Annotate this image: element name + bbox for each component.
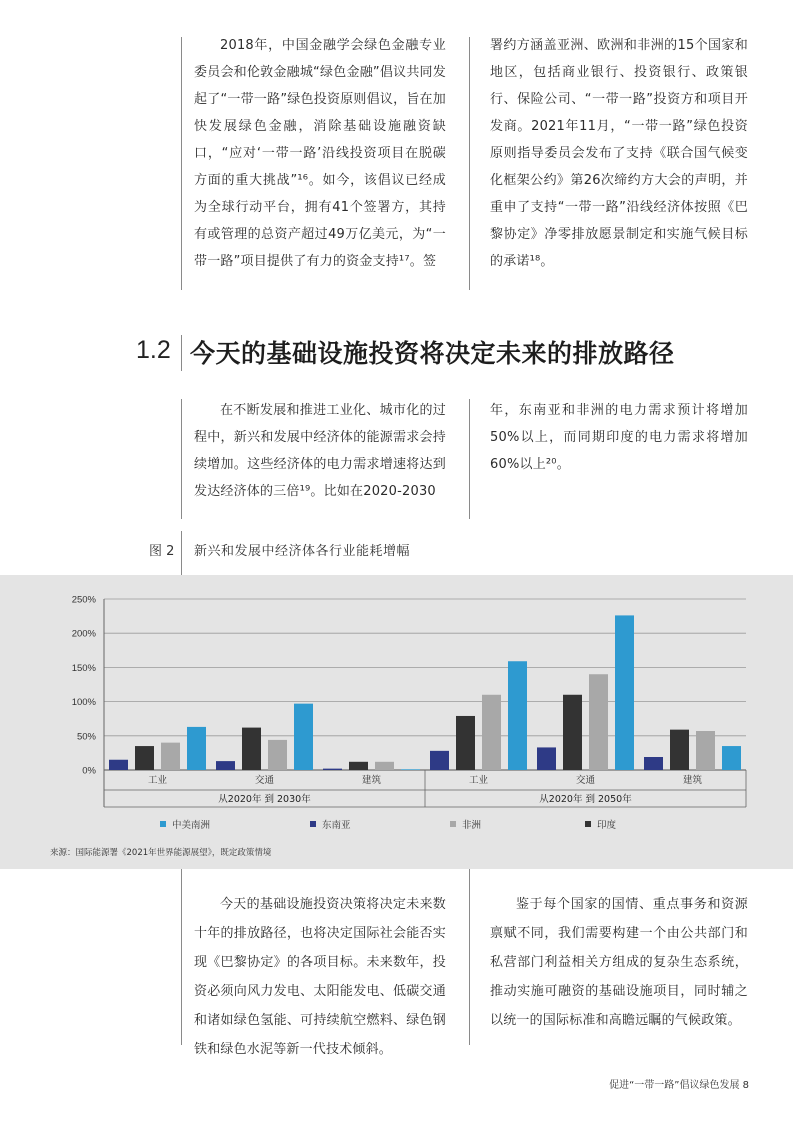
bottom-right-column (490, 890, 748, 1035)
section-column-rule-left (181, 399, 182, 519)
bar-非洲 (589, 674, 608, 770)
bar-中美南洲 (401, 769, 420, 770)
bar-非洲 (482, 695, 501, 770)
bar-东南亚 (644, 757, 663, 770)
bar-中美南洲 (187, 727, 206, 770)
figure-number: 图 2 (149, 544, 175, 559)
bar-非洲 (696, 731, 715, 770)
figure-chart (0, 575, 793, 869)
bottom-left-column (194, 890, 446, 1064)
top-right-paragraph: 署约方涵盖亚洲、欧洲和非洲的15个国家和地区，包括商业银行、投资银行、政策银行、保险公司、“一带一路”投资方和项目开发商。2021年11月，“一带一路”绿色投资原则指导委员会发布了支持《联合国气候变化框架公约》第26次缔约方大会的声明，并重申了支持“一带一路”沿线经济体按照《巴黎协定》净零排放愿景制定和实施气候目标的承诺¹⁸。 (490, 38, 748, 269)
bar-东南亚 (323, 769, 342, 770)
x-tick-label: 建筑 (361, 775, 382, 786)
section-right-paragraph: 年，东南亚和非洲的电力需求预计将增加50%以上，而同期印度的电力需求将增加60%以上²⁰。 (490, 403, 748, 472)
x-tick-label: 交通 (254, 775, 275, 786)
column-rule-middle (469, 37, 470, 290)
bar-中美南洲 (294, 704, 313, 770)
y-tick-label: 150% (71, 662, 96, 674)
bar-东南亚 (430, 751, 449, 770)
legend-label: 非洲 (462, 820, 482, 831)
y-tick-label: 200% (71, 628, 96, 640)
bar-东南亚 (216, 761, 235, 770)
legend-label: 东南亚 (322, 820, 351, 831)
bar-中美南洲 (508, 661, 527, 770)
legend-swatch-印度 (585, 821, 591, 827)
section-right-column (490, 397, 748, 478)
figure-caption-rule (181, 531, 182, 575)
bar-东南亚 (537, 747, 556, 770)
legend-label: 印度 (597, 820, 617, 831)
group-label: 从2020年 到 2050年 (539, 794, 632, 805)
bar-印度 (456, 716, 475, 770)
bar-印度 (670, 730, 689, 770)
section-number: 1.2 (136, 336, 171, 364)
bottom-right-paragraph: 鉴于每个国家的国情、重点事务和资源禀赋不同，我们需要构建一个由公共部门和私营部门利益相关方组成的复杂生态系统，推动实施可融资的基础设施项目，同时辅之以统一的国际标准和高瞻远瞩的气候政策。 (490, 897, 748, 1028)
legend-label: 中美南洲 (172, 820, 211, 831)
bar-印度 (242, 728, 261, 770)
figure-title: 新兴和发展中经济体各行业能耗增幅 (194, 544, 411, 559)
section-column-rule-middle (469, 399, 470, 519)
bar-印度 (563, 695, 582, 770)
x-tick-label: 交通 (575, 775, 596, 786)
bar-印度 (349, 762, 368, 770)
section-left-paragraph: 在不断发展和推进工业化、城市化的过程中，新兴和发展中经济体的能源需求会持续增加。这些经济体的电力需求增速将达到发达经济体的三倍¹⁹。比如在2020-2030 (194, 403, 446, 499)
bottom-column-rule-left (181, 869, 182, 1045)
section-heading-rule (181, 335, 182, 371)
section-left-column (194, 397, 446, 505)
bar-chart (0, 575, 793, 869)
bar-中美南洲 (615, 615, 634, 770)
x-tick-label: 建筑 (682, 775, 703, 786)
y-tick-label: 100% (71, 697, 96, 709)
x-tick-label: 工业 (468, 775, 489, 786)
section-title: 今天的基础设施投资将决定未来的排放路径 (190, 339, 675, 368)
bar-非洲 (161, 743, 180, 770)
bar-非洲 (268, 740, 287, 770)
bottom-column-rule-middle (469, 869, 470, 1045)
top-right-column (490, 32, 748, 275)
bar-中美南洲 (722, 746, 741, 770)
bar-非洲 (375, 762, 394, 770)
y-tick-label: 0% (82, 765, 96, 777)
figure-source: 来源：国际能源署《2021年世界能源展望》，既定政策情境 (50, 848, 272, 858)
bar-东南亚 (109, 760, 128, 770)
top-left-paragraph: 2018年，中国金融学会绿色金融专业委员会和伦敦金融城“绿色金融”倡议共同发起了“一带一路”绿色投资原则倡议，旨在加快发展绿色金融，消除基础设施融资缺口，“应对‘一带一路’沿线投资项目在脱碳方面的重大挑战”¹⁶。如今，该倡议已经成为全球行动平台，拥有41个签署方，其持有或管理的总资产超过49万亿美元，为“一带一路”项目提供了有力的资金支持¹⁷。签 (194, 38, 446, 269)
group-label: 从2020年 到 2030年 (218, 794, 311, 805)
x-tick-label: 工业 (147, 775, 168, 786)
bar-印度 (135, 746, 154, 770)
column-rule-left (181, 37, 182, 290)
legend-swatch-非洲 (450, 821, 456, 827)
y-tick-label: 250% (71, 594, 96, 606)
page-footer: 促进“一带一路”倡议绿色发展 8 (609, 1080, 749, 1091)
bottom-left-paragraph: 今天的基础设施投资决策将决定未来数十年的排放路径，也将决定国际社会能否实现《巴黎协定》的各项目标。未来数年，投资必须向风力发电、太阳能发电、低碳交通和诸如绿色氢能、可持续航空燃料、绿色钢铁和绿色水泥等新一代技术倾斜。 (194, 897, 446, 1057)
legend-swatch-东南亚 (310, 821, 316, 827)
top-left-column (194, 32, 446, 275)
legend-swatch-中美南洲 (160, 821, 166, 827)
y-tick-label: 50% (76, 731, 96, 743)
